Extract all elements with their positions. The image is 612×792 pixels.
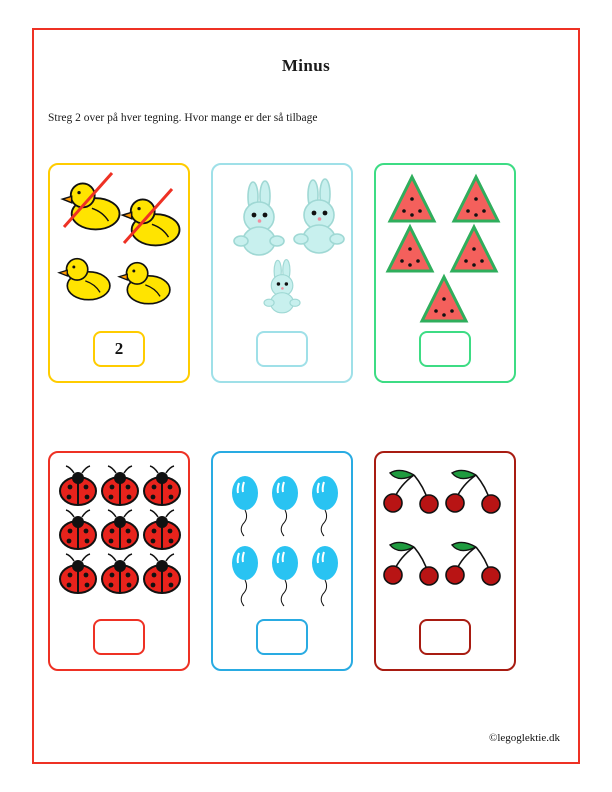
answer-box-bunnies[interactable] bbox=[256, 331, 308, 367]
exercise-row bbox=[48, 451, 564, 671]
watermelon-icon bbox=[388, 177, 498, 321]
answer-box-balloons[interactable] bbox=[256, 619, 308, 655]
exercise-card-cherries[interactable] bbox=[374, 451, 516, 671]
page-title: Minus bbox=[281, 56, 331, 75]
exercise-card-ducks[interactable] bbox=[48, 163, 190, 383]
answer-box-watermelons[interactable] bbox=[419, 331, 471, 367]
cherry-icon bbox=[384, 470, 500, 585]
exercise-grid bbox=[48, 163, 564, 739]
exercise-row bbox=[48, 163, 564, 383]
duck-group bbox=[50, 165, 188, 333]
watermelon-group bbox=[376, 165, 514, 333]
exercise-card-ladybugs[interactable] bbox=[48, 451, 190, 671]
bunny-icon bbox=[234, 179, 344, 313]
cherry-group bbox=[376, 453, 514, 621]
answer-box-ducks[interactable]: 2 bbox=[93, 331, 145, 367]
exercise-card-watermelons[interactable] bbox=[374, 163, 516, 383]
answer-box-ladybugs[interactable] bbox=[93, 619, 145, 655]
balloon-group bbox=[213, 453, 351, 621]
ladybug-group bbox=[50, 453, 188, 621]
copyright-footer: ©legoglektie.dk bbox=[489, 732, 560, 744]
balloon-icon bbox=[232, 476, 338, 606]
exercise-card-balloons[interactable] bbox=[211, 451, 353, 671]
duck-icon bbox=[59, 173, 179, 304]
ladybug-icon bbox=[60, 466, 180, 593]
exercise-card-bunnies[interactable] bbox=[211, 163, 353, 383]
answer-box-cherries[interactable] bbox=[419, 619, 471, 655]
bunny-group bbox=[213, 165, 351, 333]
instruction-text: Streg 2 over på hver tegning. Hvor mange er der så tilbage bbox=[48, 112, 318, 124]
